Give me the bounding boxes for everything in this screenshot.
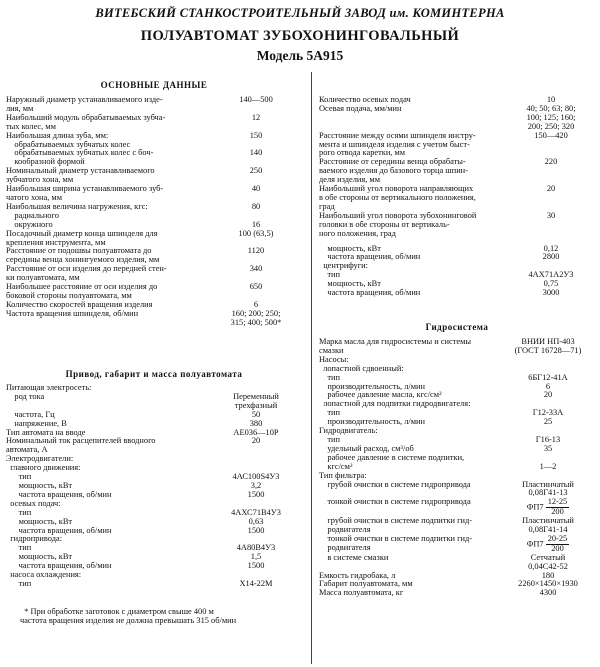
spec-value: Пластинчатый 0,08Г41-14 — [522, 516, 574, 535]
spec-value: 20 — [546, 184, 556, 194]
spec-label: Количество осевых подач — [319, 95, 411, 104]
spec-row — [6, 247, 302, 265]
spec-row — [6, 203, 302, 221]
spec-row — [319, 356, 595, 383]
spec-label: Наибольшая длина зуба, мм: обрабатываемых зубчатых колес — [6, 130, 131, 149]
spec-value: 1500 — [247, 525, 265, 535]
spec-label: Электродвигатели: главного движения: тип — [6, 454, 81, 482]
spec-row — [6, 283, 302, 301]
right-data-list — [319, 96, 595, 298]
spec-label: Количество скоростей вращения изделия — [6, 299, 153, 309]
spec-label: мощность, кВт — [6, 516, 73, 526]
spec-value: 1500 — [247, 489, 265, 499]
spec-label: Осевая подача, мм/мин — [319, 103, 402, 113]
spec-value: 35 — [543, 443, 553, 453]
spec-value: 16 — [251, 219, 261, 229]
spec-label: мощность, кВт — [6, 552, 73, 562]
column-divider — [311, 72, 312, 664]
spec-row — [6, 96, 302, 114]
spec-label: частота вращения, об/мин — [319, 288, 421, 298]
spec-row — [6, 114, 302, 132]
spec-row — [319, 132, 595, 159]
spec-label: Масса полуавтомата, кг — [319, 588, 404, 598]
spec-row — [6, 571, 302, 589]
spec-label: грубой очистки в системе подпитки гид- родвигателя — [327, 516, 473, 535]
footnote: * При обработке заготовок с диаметром свыше 400 м частота вращения изделия не должна превышать 315 об/мин — [20, 607, 237, 626]
spec-label: производительность, л/мин — [319, 417, 426, 427]
spec-label: Номинальный ток расцепителей вводного автомата, А — [6, 436, 156, 455]
spec-row — [319, 212, 595, 239]
spec-label: лопастной для подпитки гидродвигателя: тип — [323, 399, 471, 418]
spec-row — [319, 338, 595, 356]
spec-label: Емкость гидробака, л — [319, 570, 396, 580]
spec-value: Сетчатый 0,04С42-52 — [528, 552, 568, 571]
spec-label: гидропривода: тип — [10, 534, 63, 553]
spec-row — [319, 554, 595, 572]
hydro-data-list — [319, 334, 595, 598]
spec-row — [6, 437, 302, 455]
spec-row — [319, 105, 595, 132]
spec-value: 4АХ71А2У3 — [528, 270, 574, 280]
spec-label: частота вращения, об/мин — [6, 525, 112, 535]
spec-value: 6 — [545, 381, 551, 391]
spec-value: 140—500 — [239, 95, 273, 104]
spec-label: мощность, кВт — [319, 279, 381, 289]
spec-value: 80 — [251, 201, 261, 211]
spec-value: 160; 200; 250; 315; 400; 500* — [230, 308, 282, 327]
spec-value: 4300 — [539, 588, 557, 598]
spec-label: обрабатываемых зубчатых колес с боч- кообразной формой — [14, 148, 154, 167]
spec-value: 6 — [253, 299, 259, 309]
spec-row — [319, 262, 595, 280]
spec-label: Наибольшая величина нагружения, кгс: радиального — [6, 201, 148, 220]
factory-name: ВИТЕБСКИЙ СТАНКОСТРОИТЕЛЬНЫЙ ЗАВОД им. КОМИНТЕРНА — [95, 6, 505, 20]
spec-row — [319, 472, 595, 499]
spec-value: 0,12 — [543, 243, 559, 253]
spec-label: Частота вращения шпинделя, об/мин — [6, 308, 139, 318]
drive-data-list — [6, 384, 302, 589]
spec-value: 380 — [249, 418, 263, 428]
spec-value: 3000 — [542, 288, 560, 298]
spec-label: рабочее давление в системе подпитки, кгс/см² — [327, 452, 465, 471]
spec-label: Расстояние между осями шпинделя инстру- мента и шпинделя изделия с учетом быст- рого отвода каретки, мм — [319, 130, 476, 158]
spec-value: 30 — [546, 210, 556, 220]
spec-row — [6, 310, 302, 328]
spec-row — [319, 185, 595, 212]
spec-value: 4АХС71В4У3 — [231, 507, 281, 517]
spec-value: 220 — [544, 157, 558, 167]
spec-label: рабочее давление масла, кгс/см² — [319, 390, 442, 400]
spec-value: 40; 50; 63; 80; 100; 125; 160; 200; 250; 320 — [526, 103, 576, 131]
spec-value: 12 — [251, 112, 261, 122]
spec-label: насоса охлаждения: тип — [10, 570, 82, 588]
spec-row — [6, 185, 302, 203]
spec-value: 20 — [251, 436, 261, 446]
spec-value — [501, 498, 595, 517]
spec-label: Насосы: лопастной сдвоенный: тип — [319, 354, 404, 382]
spec-label: Наибольший модуль обрабатываемых зубча- тых колес, мм — [6, 112, 166, 131]
spec-label: центрифуги: тип — [323, 261, 368, 280]
spec-label: Номинальный диаметр устанавливаемого зубчатого хона, мм — [6, 166, 155, 185]
spec-row — [319, 454, 595, 472]
spec-label: производительность, л/мин — [319, 381, 426, 391]
spec-row — [6, 230, 302, 248]
spec-value — [501, 535, 595, 554]
spec-value: 1,5 — [250, 552, 262, 562]
spec-label: Наружный диаметр устанавливаемого изде- лия, мм — [6, 95, 163, 113]
spec-value: Г12-33А — [532, 408, 564, 418]
spec-label: в системе смазки — [319, 552, 389, 562]
spec-value: 3,2 — [250, 480, 262, 490]
spec-value: 1500 — [247, 561, 265, 571]
spec-value: 0,63 — [248, 516, 264, 526]
spec-value: 1—2 — [539, 461, 557, 471]
spec-label: Гидродвигатель: тип — [319, 426, 378, 444]
spec-row — [319, 589, 595, 598]
spec-value: 150—420 — [534, 130, 568, 140]
spec-value: 50 — [251, 409, 261, 419]
spec-label: тонкой очистки в системе гидропривода — [319, 497, 471, 507]
section-title-drive: Привод, габарит и масса полуавтомата — [65, 369, 243, 379]
spec-value: 20 — [543, 390, 553, 400]
spec-label: Марка масла для гидросистемы и системы смазки — [319, 337, 472, 355]
spec-row — [319, 158, 595, 185]
spec-label: напряжение, В — [6, 418, 67, 428]
spec-value: 40 — [251, 184, 261, 194]
spec-row — [6, 384, 302, 411]
spec-value: 4А80В4У3 — [236, 543, 276, 553]
spec-label: Посадочный диаметр конца шпинделя для крепления инструмента, мм — [6, 228, 158, 247]
spec-label: Расстояние от подошвы полуавтомата до середины венца хонингуемого изделия, мм — [6, 246, 160, 265]
spec-row — [6, 167, 302, 185]
spec-label: частота вращения, об/мин — [6, 561, 112, 571]
spec-value: 340 — [249, 264, 263, 274]
spec-value: Х14-22М — [239, 578, 273, 588]
spec-value: 4АС100S4У3 — [232, 472, 280, 482]
spec-value: Пластинчатый 0,08Г41-13 — [522, 479, 574, 498]
spec-row — [319, 498, 595, 517]
spec-label: окружного — [6, 219, 53, 229]
spec-row — [6, 535, 302, 553]
spec-value-text: ФП7 — [526, 539, 546, 549]
spec-row — [6, 132, 302, 150]
spec-row — [6, 149, 302, 167]
fraction-denominator: 200 — [551, 543, 564, 553]
spec-label: частота вращения, об/мин — [319, 252, 421, 262]
spec-value: 2800 — [542, 252, 560, 262]
spec-label: тонкой очистки в системе подпитки гид- родвигателя — [327, 533, 473, 552]
spec-label: Наибольшая ширина устанавливаемого зуб- чатого хона, мм — [6, 184, 164, 202]
spec-row — [6, 500, 302, 518]
spec-label: мощность, кВт — [6, 480, 73, 490]
spec-value: Переменный трехфазный — [233, 391, 279, 410]
spec-value: 6БГ12-41А — [528, 372, 568, 382]
model-title: Модель 5А915 — [256, 48, 344, 63]
spec-label: Расстояние от оси изделия до передней стен- ки полуавтомата, мм — [6, 264, 167, 283]
spec-value: 100 (63,5) — [238, 228, 274, 238]
spec-label: частота вращения, об/мин — [6, 489, 112, 499]
spec-label: осевых подач: тип — [10, 498, 61, 517]
spec-value: 150 — [249, 130, 263, 140]
fraction — [546, 535, 570, 554]
fraction-denominator: 200 — [551, 507, 564, 517]
fraction-numerator: 20-25 — [547, 533, 568, 543]
spec-value: ВНИИ НП-403 (ГОСТ 16728—71) — [514, 337, 582, 355]
spec-label: Питающая электросеть: род тока — [6, 383, 92, 401]
spec-value: 0,75 — [543, 279, 559, 289]
spec-row — [6, 455, 302, 482]
spec-value: 140 — [249, 148, 263, 158]
spec-label: Тип фильтра: грубой очистки в системе гидропривода — [319, 470, 471, 489]
spec-row — [319, 289, 595, 298]
fraction-numerator: 12-25 — [547, 497, 568, 507]
spec-value: 2260×1450×1930 — [518, 579, 578, 589]
spec-value: 1120 — [247, 246, 265, 256]
spec-row — [319, 400, 595, 418]
spec-value: 10 — [546, 95, 556, 104]
section-title-hydro: Гидросистема — [425, 322, 489, 332]
spec-row — [319, 535, 595, 554]
spec-label: Расстояние от середины венца обрабаты- ваемого изделия до базового торца шпин- деля изделия, мм — [319, 157, 468, 185]
spec-row — [319, 427, 595, 445]
spec-value: 25 — [543, 417, 553, 427]
spec-label: Наибольшее расстояние от оси изделия до боковой стороны полуавтомата, мм — [6, 282, 158, 300]
spec-label: удельный расход, см³/об — [319, 443, 414, 453]
spec-row — [6, 265, 302, 283]
spec-value: 250 — [249, 166, 263, 176]
spec-value: 650 — [249, 282, 263, 292]
fraction — [546, 498, 570, 517]
spec-label: Тип автомата на вводе — [6, 427, 86, 437]
spec-value: 180 — [541, 570, 555, 580]
machine-title: ПОЛУАВТОМАТ ЗУБОХОНИНГОВАЛЬНЫЙ — [140, 28, 460, 44]
spec-label: мощность, кВт — [319, 243, 381, 253]
spec-value: АЕ036—10Р — [233, 427, 279, 437]
spec-value-text: ФП7 — [526, 502, 546, 512]
spec-row — [319, 517, 595, 535]
spec-label: Наибольший угол поворота зубохонинговой головки в обе стороны от вертикаль- ного положения, град — [319, 210, 477, 238]
spec-label: Габарит полуавтомата, мм — [319, 579, 413, 589]
section-title-main: ОСНОВНЫЕ ДАННЫЕ — [100, 80, 208, 90]
main-data-list — [6, 96, 302, 328]
spec-label: Наибольший угол поворота направляющих в обе стороны от вертикального положения, град — [319, 184, 476, 211]
spec-label: частота, Гц — [6, 409, 55, 419]
spec-value: Г16-13 — [535, 434, 561, 444]
